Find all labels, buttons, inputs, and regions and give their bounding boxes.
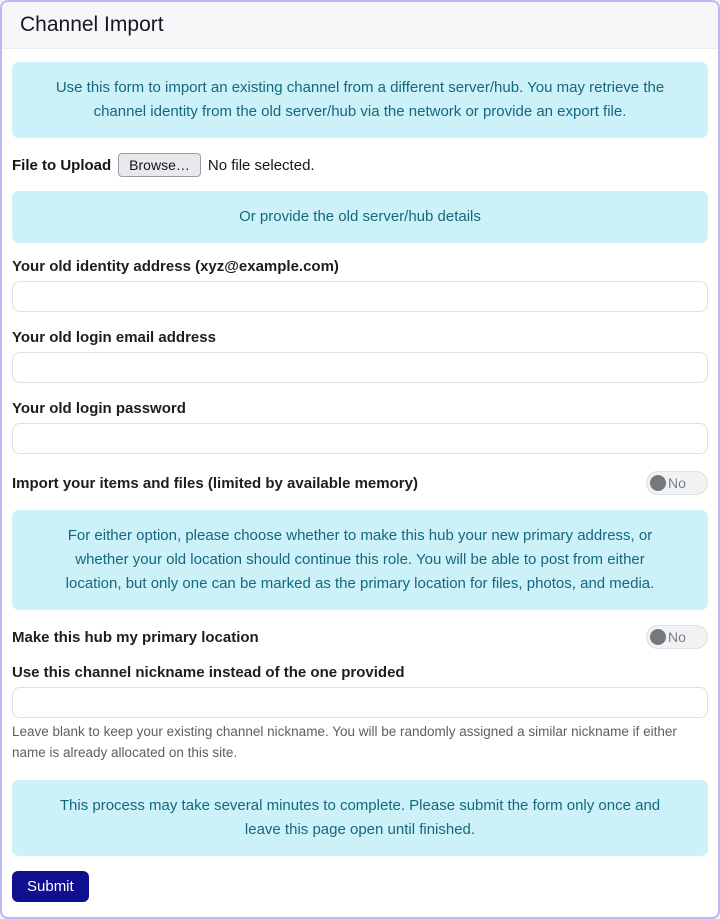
primary-location-row — [12, 625, 708, 649]
import-items-toggle-state: No — [668, 475, 686, 491]
old-identity-input[interactable] — [12, 281, 708, 312]
old-email-label: Your old login email address — [12, 329, 216, 346]
file-upload-label: File to Upload — [12, 156, 112, 174]
file-upload-row — [12, 153, 708, 177]
channel-import-form — [2, 49, 718, 917]
import-items-label: Import your items and files (limited by available memory) — [12, 474, 418, 492]
old-identity-label: Your old identity address (xyz@example.com) — [12, 258, 339, 275]
primary-location-toggle-state: No — [668, 629, 686, 645]
old-email-input[interactable] — [12, 352, 708, 383]
import-items-toggle[interactable] — [646, 471, 708, 495]
process-info-box: This process may take several minutes to complete. Please submit the form only once and leave this page open until finished. — [12, 780, 708, 856]
nickname-label: Use this channel nickname instead of the one provided — [12, 664, 405, 681]
primary-info-box: For either option, please choose whether to make this hub your new primary address, or whether your old location should continue this role. You will be able to post from either location, but only one can be marked as the primary location for files, photos, and media. — [12, 510, 708, 610]
toggle-knob-icon — [650, 629, 666, 645]
password-field-group — [12, 400, 708, 454]
toggle-knob-icon — [650, 475, 666, 491]
nickname-field-group — [12, 664, 708, 718]
file-upload-status: No file selected. — [207, 156, 315, 174]
old-password-label: Your old login password — [12, 400, 186, 417]
primary-location-label: Make this hub my primary location — [12, 628, 259, 646]
nickname-input[interactable] — [12, 687, 708, 718]
submit-button[interactable]: Submit — [12, 871, 89, 902]
divider-info-box: Or provide the old server/hub details — [12, 191, 708, 243]
primary-location-toggle[interactable] — [646, 625, 708, 649]
intro-info-box: Use this form to import an existing channel from a different server/hub. You may retrieve the channel identity from the old server/hub via the network or provide an export file. — [12, 62, 708, 138]
import-items-row — [12, 471, 708, 495]
email-field-group — [12, 329, 708, 383]
browse-button[interactable]: Browse… — [118, 153, 201, 177]
old-password-input[interactable] — [12, 423, 708, 454]
identity-field-group — [12, 258, 708, 312]
page-title: Channel Import — [2, 2, 718, 49]
nickname-help-text: Leave blank to keep your existing channel nickname. You will be randomly assigned a similar nickname if either name is already allocated on this site. — [12, 724, 677, 760]
